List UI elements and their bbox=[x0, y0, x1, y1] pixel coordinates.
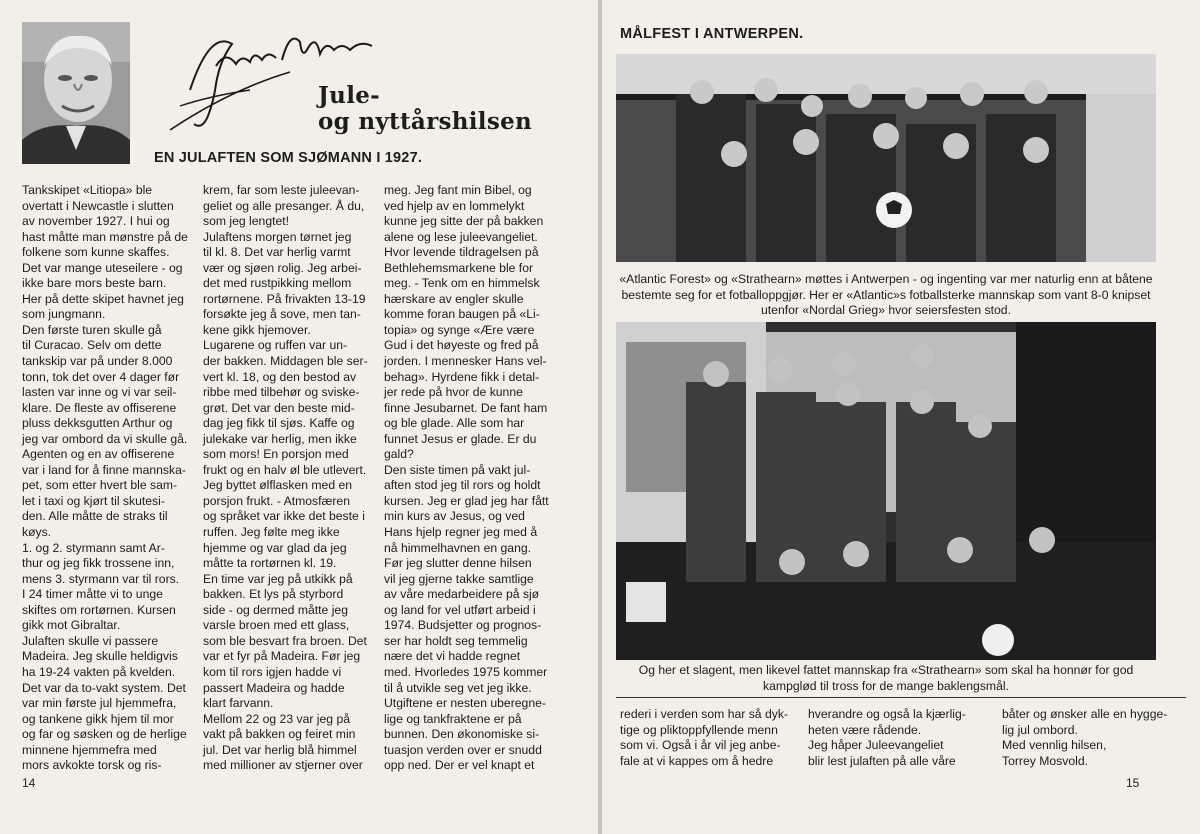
photo-caption-2: Og her et slagent, men likevel fattet mannskap fra «Strathearn» som skal ha honnør for god kampglød til tross for de mange baklengsmål. bbox=[638, 663, 1134, 693]
article-column-2: krem, far som leste juleevan- geliet og alle presanger. Å du, som jeg lengtet! Julaftens morgen tørnet jeg til kl. 8. Det var herlig varmt vær og sjøen rolig. Jeg arbei- det med rustpikking mellom rortørnene. På frivakten 13-19 forsøkte jeg å sove, men tan- kene gikk hjemover. Lugarene og ruffen var un- der bakken. Middagen ble ser- vert kl. 18, og den bestod av ribbe med tilbehør og sviske- grøt. Det var den beste mid- dag jeg fikk til sjøs. Kaffe og julekake var herlig, men ikke som mors! En porsjon med frukt og en halv øl ble utlevert. Jeg byttet ølflasken med en porsjon frukt. - Atmosfæren og språket var ikke det beste i ruffen. Jeg følte meg ikke hjemme og var glad da jeg måtte ta rortørnen kl. 19. En time var jeg på utkikk på bakken. Et lys på styrbord side - og dermed måtte jeg varsle broen med ett glass, som ble besvart fra broen. Det var et fyr på Madeira. Før jeg kom til rors igjen hadde vi passert Madeira og hadde klart farvann. Mellom 22 og 23 var jeg på vakt på bakken og feiret min jul. Det var herlig blå himmel med millioner av stjerner over bbox=[203, 183, 368, 773]
portrait-photo bbox=[22, 22, 130, 164]
article-continuation-3: båter og ønsker alle en hygge- lig jul ombord. Med vennlig hilsen, Torrey Mosvold. bbox=[1002, 707, 1168, 768]
section-title: MÅLFEST I ANTWERPEN. bbox=[620, 26, 804, 42]
article-continuation-1: rederi i verden som har så dyk- tige og pliktoppfyllende menn som vi. Også i år vil jeg anbe- fale at vi kappes om å hedre bbox=[620, 707, 788, 768]
page-number-right: 15 bbox=[1126, 776, 1140, 790]
photo-caption-1: «Atlantic Forest» og «Strathearn» møttes i Antwerpen - og ingenting var mer naturlig enn at båtene bestemte seg for et fotballoppgjør. Her er «Atlantic»s fotballsterke mannskap som vant 8-0 knipset utenfor «Nordal Grieg» hvor seiersfesten stod. bbox=[619, 272, 1153, 317]
team-photo-strathearn bbox=[616, 322, 1156, 660]
page-number-left: 14 bbox=[22, 776, 36, 790]
title-line-1: Jule- bbox=[318, 82, 381, 109]
article-column-3: meg. Jeg fant min Bibel, og ved hjelp av en lommelykt kunne jeg sitte der på bakken alene og lese juleevangeliet. Hvor levende tildragelsen på Bethlehemsmarkene ble for meg. - Tenk om en himmelsk hærskare av engler skulle komme foran baugen på «Li- topia» og synge «Ære være Gud i det høyeste og fred på jorden. I mennesker Hans vel- behag». Hyrdene fikk i detal- jer rede på hvor de kunne finne Jesubarnet. De fant ham og ble glade. Alle som har funnet Jesus er glade. Er du gald? Den siste timen på vakt jul- aften stod jeg til rors og holdt kursen. Jeg er glad jeg har fått min kurs av Jesus, og ved Hans hjelp regner jeg med å nå himmelhavnen en gang. Før jeg slutter denne hilsen vil jeg gjerne takke samtlige av våre medarbeidere på sjø og land for vel utført arbeid i 1974. Budsjetter og prognos- ser har holdt seg temmelig nære det vi hadde regnet med. Hvorledes 1975 kommer til å utvikle seg vet jeg ikke. Utgiftene er nesten uberegne- lige og tankfraktene er på bunnen. Den økonomiske si- tuasjon verden over er snudd opp ned. Der er vel knapt et bbox=[384, 183, 549, 773]
title-line-2: og nyttårshilsen bbox=[318, 108, 533, 135]
team-photo-atlantic bbox=[616, 54, 1156, 262]
left-page bbox=[0, 0, 598, 834]
article-subtitle: EN JULAFTEN SOM SJØMANN I 1927. bbox=[154, 150, 423, 166]
divider-rule bbox=[616, 697, 1186, 698]
right-page bbox=[602, 0, 1200, 834]
article-continuation-2: hverandre og også la kjærlig- heten være rådende. Jeg håper Juleevangeliet blir lest julaften på alle våre bbox=[808, 707, 966, 768]
article-column-1: Tankskipet «Litiopa» ble overtatt i Newcastle i slutten av november 1927. I hui og hast måtte man mønstre på de folkene som kunne skaffes. Det var mange uteseilere - og ikke bare mors beste barn. Her på dette skipet havnet jeg som jungmann. Den første turen skulle gå til Curacao. Selv om dette tankskip var på under 8.000 tonn, tok det over 4 dager før lasten var inne og vi var seil- klare. De fleste av offiserene pluss dekksgutten Arthur og jeg var ombord da vi skulle gå. Agenten og en av offiserene var i land for å finne mannska- pet, som etter hvert ble sam- let i taxi og kjørt til skutesi- den. Alle måtte de straks til køys. 1. og 2. styrmann samt Ar- thur og jeg fikk trossene inn, mens 3. styrmann var til rors. I 24 timer måtte vi to unge skiftes om rortørnen. Kursen gikk mot Gibraltar. Julaften skulle vi passere Madeira. Jeg skulle heldigvis ha 19-24 vakten på kvelden. Det var da to-vakt system. Det var min første jul hjemmefra, og tankene gikk hjem til mor og far og søsken og de herlige minnene hjemmefra med mors avkokte torsk og ris- bbox=[22, 183, 188, 773]
